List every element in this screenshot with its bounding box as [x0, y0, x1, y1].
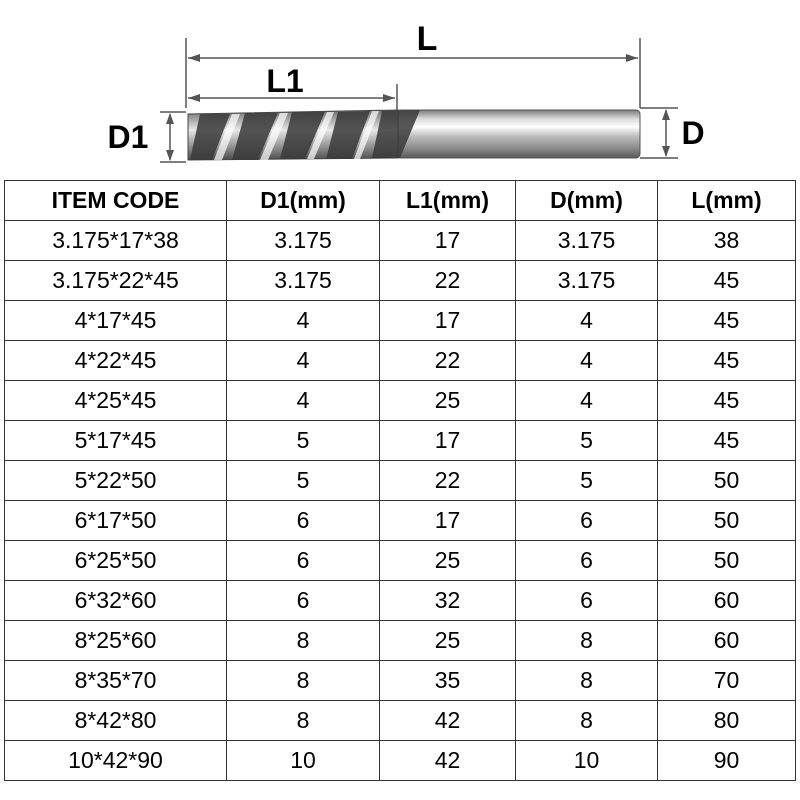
header-item-code: ITEM CODE — [5, 181, 227, 221]
d-cell: 5 — [516, 461, 658, 501]
cutting-length-label: L1 — [266, 63, 304, 99]
item-code-cell: 8*35*70 — [5, 661, 227, 701]
table-row — [5, 701, 796, 741]
l1-cell: 35 — [380, 661, 516, 701]
l-cell: 90 — [658, 741, 796, 781]
d1-cell: 5 — [227, 421, 380, 461]
l-cell: 38 — [658, 221, 796, 261]
l-cell: 50 — [658, 541, 796, 581]
cutting-length-dimension — [188, 63, 397, 112]
l1-cell: 17 — [380, 421, 516, 461]
item-code-cell: 10*42*90 — [5, 741, 227, 781]
l1-cell: 42 — [380, 741, 516, 781]
d1-cell: 10 — [227, 741, 380, 781]
item-code-cell: 4*17*45 — [5, 301, 227, 341]
table-header-row — [5, 181, 796, 221]
d-cell: 6 — [516, 501, 658, 541]
table-row — [5, 461, 796, 501]
l-cell: 45 — [658, 381, 796, 421]
d-cell: 4 — [516, 341, 658, 381]
l1-cell: 17 — [380, 501, 516, 541]
table-row — [5, 541, 796, 581]
cutting-diameter-label: D1 — [107, 119, 149, 155]
table-row — [5, 301, 796, 341]
l1-cell: 25 — [380, 381, 516, 421]
d1-cell: 6 — [227, 501, 380, 541]
l-cell: 70 — [658, 661, 796, 701]
shank-diameter-dimension — [640, 108, 705, 158]
d1-cell: 4 — [227, 301, 380, 341]
d1-cell: 6 — [227, 581, 380, 621]
item-code-cell: 3.175*22*45 — [5, 261, 227, 301]
item-code-cell: 6*25*50 — [5, 541, 227, 581]
item-code-cell: 8*42*80 — [5, 701, 227, 741]
l-cell: 45 — [658, 421, 796, 461]
d1-cell: 3.175 — [227, 221, 380, 261]
end-mill-illustration — [188, 110, 640, 160]
l-cell: 60 — [658, 581, 796, 621]
item-code-cell: 4*25*45 — [5, 381, 227, 421]
l1-cell: 22 — [380, 341, 516, 381]
d-cell: 8 — [516, 701, 658, 741]
d-cell: 10 — [516, 741, 658, 781]
l1-cell: 17 — [380, 221, 516, 261]
d1-cell: 3.175 — [227, 261, 380, 301]
d1-cell: 6 — [227, 541, 380, 581]
table-row — [5, 381, 796, 421]
l1-cell: 22 — [380, 461, 516, 501]
d-cell: 4 — [516, 381, 658, 421]
table-row — [5, 221, 796, 261]
d-cell: 6 — [516, 581, 658, 621]
d-cell: 6 — [516, 541, 658, 581]
table-row — [5, 621, 796, 661]
l-cell: 45 — [658, 341, 796, 381]
item-code-cell: 3.175*17*38 — [5, 221, 227, 261]
d1-cell: 5 — [227, 461, 380, 501]
d1-cell: 4 — [227, 381, 380, 421]
l-cell: 50 — [658, 501, 796, 541]
table-row — [5, 501, 796, 541]
table-row — [5, 341, 796, 381]
header-d1: D1(mm) — [227, 181, 380, 221]
shank-diameter-label: D — [681, 115, 705, 151]
l1-cell: 17 — [380, 301, 516, 341]
table-row — [5, 421, 796, 461]
header-l1: L1(mm) — [380, 181, 516, 221]
l1-cell: 32 — [380, 581, 516, 621]
l-cell: 45 — [658, 301, 796, 341]
l1-cell: 25 — [380, 541, 516, 581]
item-code-cell: 6*17*50 — [5, 501, 227, 541]
l-cell: 60 — [658, 621, 796, 661]
overall-length-dimension — [186, 20, 640, 108]
item-code-cell: 4*22*45 — [5, 341, 227, 381]
d-cell: 8 — [516, 661, 658, 701]
table-row — [5, 741, 796, 781]
l-cell: 45 — [658, 261, 796, 301]
specification-table — [4, 180, 796, 781]
d-cell: 3.175 — [516, 221, 658, 261]
header-d: D(mm) — [516, 181, 658, 221]
d1-cell: 8 — [227, 621, 380, 661]
l1-cell: 22 — [380, 261, 516, 301]
l1-cell: 42 — [380, 701, 516, 741]
table-row — [5, 661, 796, 701]
item-code-cell: 5*22*50 — [5, 461, 227, 501]
item-code-cell: 5*17*45 — [5, 421, 227, 461]
d-cell: 3.175 — [516, 261, 658, 301]
d-cell: 5 — [516, 421, 658, 461]
overall-length-label: L — [416, 20, 438, 58]
d-cell: 8 — [516, 621, 658, 661]
header-l: L(mm) — [658, 181, 796, 221]
item-code-cell: 8*25*60 — [5, 621, 227, 661]
l-cell: 50 — [658, 461, 796, 501]
table-body — [5, 221, 796, 781]
l-cell: 80 — [658, 701, 796, 741]
item-code-cell: 6*32*60 — [5, 581, 227, 621]
d1-cell: 8 — [227, 701, 380, 741]
d-cell: 4 — [516, 301, 658, 341]
table-row — [5, 261, 796, 301]
d1-cell: 4 — [227, 341, 380, 381]
cutting-diameter-dimension — [108, 112, 186, 162]
d1-cell: 8 — [227, 661, 380, 701]
l1-cell: 25 — [380, 621, 516, 661]
end-mill-dimension-diagram — [0, 0, 800, 180]
table-row — [5, 581, 796, 621]
